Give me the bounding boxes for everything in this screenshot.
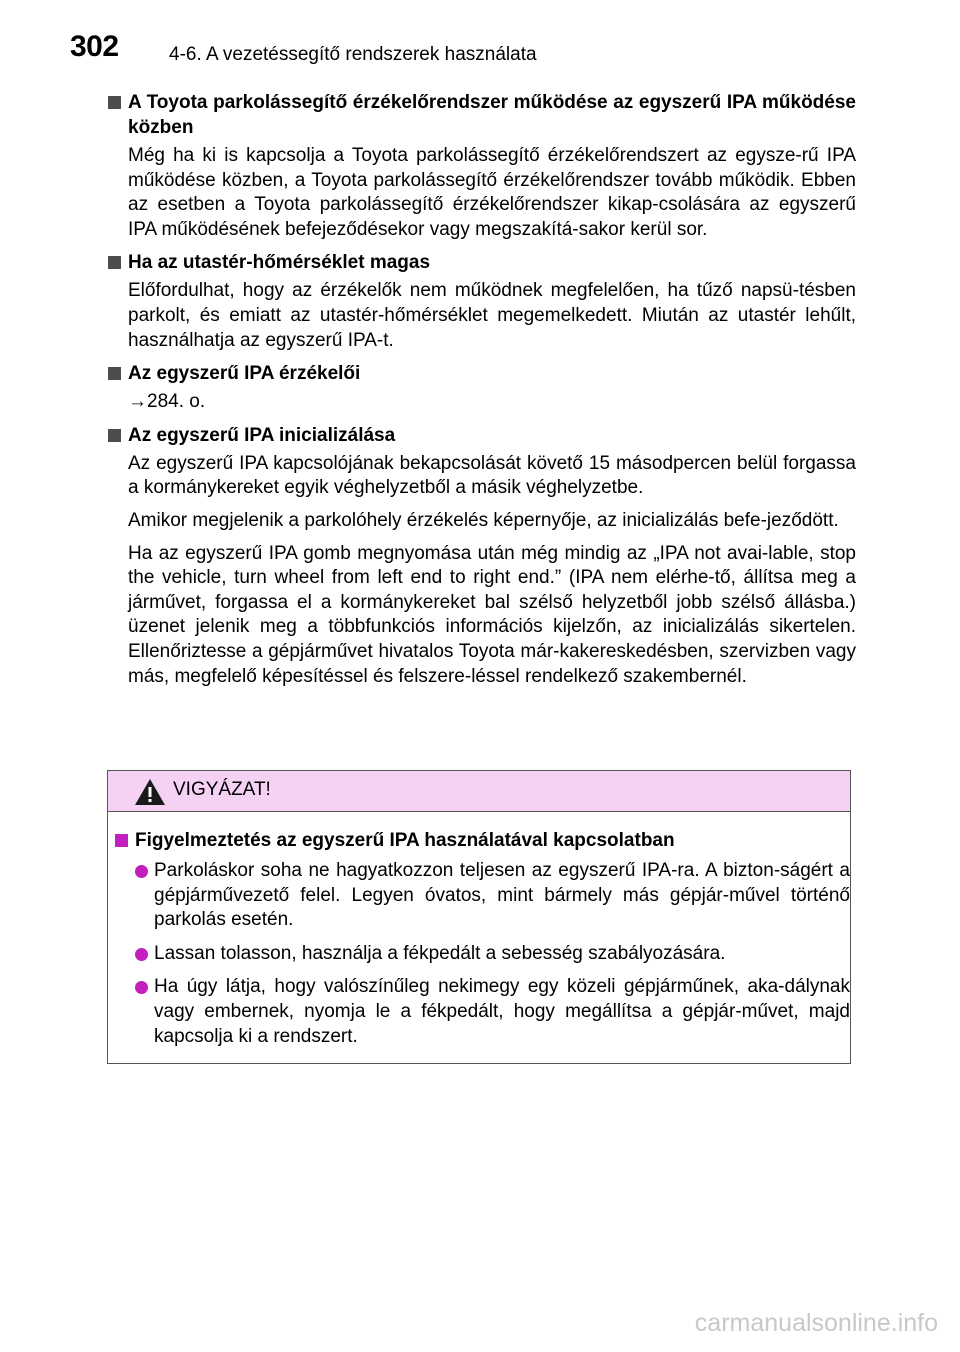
- round-bullet-icon: [135, 948, 148, 961]
- paragraph: Amikor megjelenik a parkolóhely érzékelés képernyője, az inicializálás befe-jeződött.: [128, 509, 839, 531]
- square-bullet-icon: [108, 256, 121, 269]
- main-content: [108, 90, 856, 697]
- section-title: Ha az utastér-hőmérséklet magas: [128, 252, 431, 274]
- page-reference-link[interactable]: →284. o.: [128, 391, 206, 413]
- page-header: [0, 30, 960, 74]
- caution-header: [108, 771, 850, 812]
- paragraph: Ha az egyszerű IPA gomb megnyomása után még mindig az „IPA not avai-lable, stop the vehicle, turn wheel from left end to right end.” (IPA nem elérhe-tő, állítsa meg a járművet, forgassa el a kormánykereket bal szélső helyzetből jobb szélső állásba.) üzenet jelenik meg a többfunkciós információs kijelzőn, az inicializálás sikertelen. Ellenőriztesse a gépjárművet hivatalos Toyota már-kakereskedésben, szervizben vagy más, megfelelő képesítéssel és felszere-léssel rendelkező szakembernél.: [128, 542, 856, 687]
- paragraph: Az egyszerű IPA kapcsolójának bekapcsolását követő 15 másodpercen belül forgassa a kormánykereket egyik véghelyzetből a másik véghelyzetbe.: [128, 452, 856, 499]
- list-item: [135, 942, 850, 967]
- section: [108, 361, 856, 415]
- list-item: [135, 975, 850, 1049]
- list-item-text: Lassan tolasson, használja a fékpedált a sebesség szabályozására.: [154, 942, 726, 964]
- round-bullet-icon: [135, 865, 148, 878]
- section-title: A Toyota parkolássegítő érzékelőrendszer működése az egyszerű IPA működése közben: [128, 92, 856, 138]
- section-title: Az egyszerű IPA inicializálása: [128, 424, 396, 446]
- section: [108, 423, 856, 689]
- square-bullet-icon: [108, 429, 121, 442]
- list-item: [135, 859, 850, 933]
- paragraph: Még ha ki is kapcsolja a Toyota parkolássegítő érzékelőrendszert az egysze-rű IPA működése közben, a Toyota parkolássegítő érzékelőrendszer tovább működik. Ebben az esetben a Toyota parkolássegítő érzékelőrendszer kikap-csolására az egyszerű IPA működésének befejeződésekor vagy megszakítá-sakor kerül sor.: [128, 145, 856, 240]
- list-item-text: Parkoláskor soha ne hagyatkozzon teljesen az egyszerű IPA-ra. A bizton-ságért a gépjárművezető felel. Legyen óvatos, mint bármely más gépjár-művel történő parkolás esetén.: [154, 860, 850, 931]
- paragraph: Előfordulhat, hogy az érzékelők nem működnek megfelelően, ha tűző napsü-tésben parkolt, és emiatt az utastér-hőmérséklet megemelkedett. Miután az utastér lehűlt, használhatja az egyszerű IPA-t.: [128, 280, 856, 351]
- round-bullet-icon: [135, 981, 148, 994]
- caution-title: VIGYÁZAT!: [173, 779, 271, 800]
- square-bullet-icon: [108, 96, 121, 109]
- caution-heading: Figyelmeztetés az egyszerű IPA használatával kapcsolatban: [135, 830, 675, 851]
- watermark: carmanualsonline.info: [694, 1309, 938, 1337]
- warning-triangle-icon: [134, 778, 166, 806]
- caution-box: [107, 770, 851, 1064]
- square-bullet-icon: [115, 834, 128, 847]
- page-number: 302: [70, 30, 119, 63]
- section-title: Az egyszerű IPA érzékelői: [128, 363, 361, 385]
- section: [108, 250, 856, 353]
- chapter-title: 4-6. A vezetéssegítő rendszerek használata: [169, 44, 537, 65]
- list-item-text: Ha úgy látja, hogy valószínűleg nekimegy egy közeli gépjárműnek, aka-dálynak vagy embernek, nyomja le a fékpedált, hogy megállítsa a gépjár-művet, majd kapcsolja ki a rendszert.: [154, 976, 850, 1047]
- square-bullet-icon: [108, 367, 121, 380]
- section: [108, 90, 856, 242]
- caution-body: [108, 812, 850, 1049]
